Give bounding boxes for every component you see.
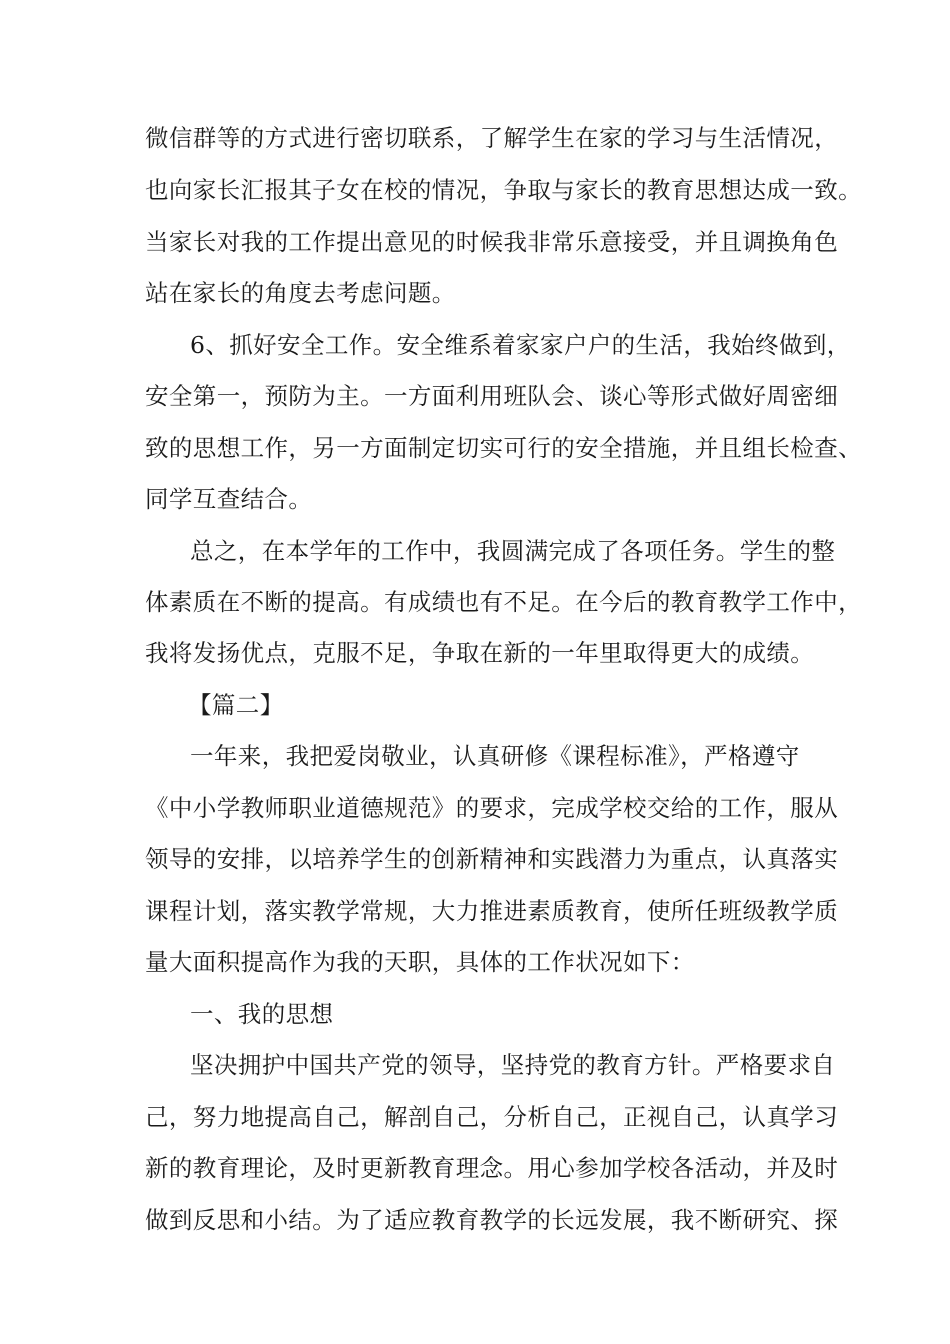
text-line: 己，努力地提高自己，解剖自己，分析自己，正视自己，认真学习	[145, 1103, 839, 1131]
paragraph-start-line: 坚决拥护中国共产党的领导，坚持党的教育方针。严格要求自	[190, 1051, 836, 1079]
text-line: 《中小学教师职业道德规范》的要求，完成学校交给的工作，服从	[145, 794, 839, 822]
text-line: 当家长对我的工作提出意见的时候我非常乐意接受，并且调换角色	[145, 228, 839, 256]
text-line: 量大面积提高作为我的天职，具体的工作状况如下：	[145, 948, 695, 976]
text-line: 做到反思和小结。为了适应教育教学的长远发展，我不断研究、探	[145, 1206, 839, 1234]
text-line: 同学互查结合。	[145, 485, 313, 513]
text-line: 新的教育理论，及时更新教育理念。用心参加学校各活动，并及时	[145, 1154, 839, 1182]
text-line: 站在家长的角度去考虑问题。	[145, 279, 456, 307]
subsection-heading: 一、我的思想	[190, 1000, 334, 1028]
text-line: 微信群等的方式进行密切联系，了解学生在家的学习与生活情况，	[145, 124, 839, 152]
text-line: 课程计划，落实教学常规，大力推进素质教育，使所任班级教学质	[145, 897, 839, 925]
section-heading: 【篇二】	[188, 691, 284, 719]
paragraph-start-line: 总之，在本学年的工作中，我圆满完成了各项任务。学生的整	[190, 537, 836, 565]
text-line: 领导的安排，以培养学生的创新精神和实践潜力为重点，认真落实	[145, 845, 839, 873]
text-line: 致的思想工作，另一方面制定切实可行的安全措施，并且组长检查、	[145, 434, 862, 462]
text-line: 安全第一，预防为主。一方面利用班队会、谈心等形式做好周密细	[145, 382, 839, 410]
text-line: 也向家长汇报其子女在校的情况，争取与家长的教育思想达成一致。	[145, 176, 862, 204]
paragraph-start-line: 6、抓好安全工作。安全维系着家家户户的生活，我始终做到，	[190, 331, 851, 359]
paragraph-start-line: 一年来，我把爱岗敬业，认真研修《课程标准》，严格遵守	[190, 742, 800, 770]
text-line: 体素质在不断的提高。有成绩也有不足。在今后的教育教学工作中，	[145, 588, 862, 616]
text-line: 我将发扬优点，克服不足，争取在新的一年里取得更大的成绩。	[145, 639, 815, 667]
